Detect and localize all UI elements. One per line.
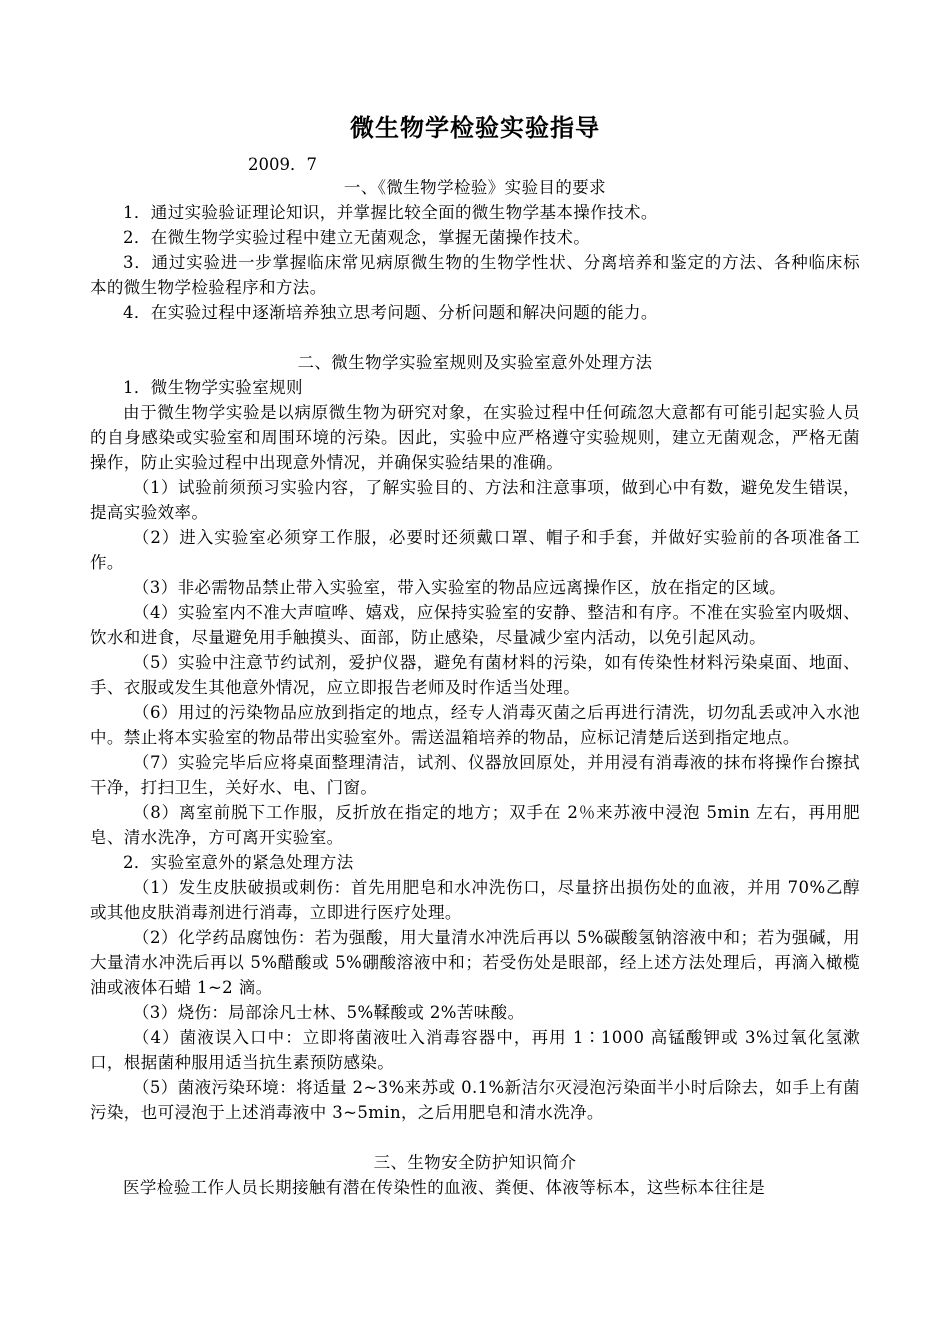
document-title: 微生物学检验实验指导 <box>350 114 600 142</box>
rule-item: （7）实验完毕后应将桌面整理清洁，试剂、仪器放回原处，并用浸有消毒液的抹布将操作台擦拭干净，打扫卫生，关好水、电、门窗。 <box>90 753 860 797</box>
rule-item: （1）试验前须预习实验内容，了解实验目的、方法和注意事项，做到心中有数，避免发生错误，提高实验效率。 <box>90 478 860 522</box>
objective-item: 2．在微生物学实验过程中建立无菌观念，掌握无菌操作技术。 <box>123 228 591 247</box>
rule-item: （3）非必需物品禁止带入实验室，带入实验室的物品应远离操作区，放在指定的区域。 <box>132 578 786 597</box>
rule-item: （2）进入实验室必须穿工作服，必要时还须戴口罩、帽子和手套，并做好实验前的各项准备工作。 <box>90 528 860 572</box>
subsection-heading: 1．微生物学实验室规则 <box>123 378 303 397</box>
rule-item: （6）用过的污染物品应放到指定的地点，经专人消毒灭菌之后再进行清洗，切勿乱丢或冲入水池中。禁止将本实验室的物品带出实验室外。需送温箱培养的物品，应标记清楚后送到指定地点。 <box>90 703 860 747</box>
section-heading-1: 一、《微生物学检验》实验目的要求 <box>343 178 607 197</box>
objective-item: 3．通过实验进一步掌握临床常见病原微生物的生物学性状、分离培养和鉴定的方法、各种临床标本的微生物学检验程序和方法。 <box>90 253 860 297</box>
document-body <box>90 175 860 1200</box>
emergency-item: （4）菌液误入口中：立即将菌液吐入消毒容器中，再用 1∶1000 高锰酸钾或 3%过氧化氢漱口，根据菌种服用适当抗生素预防感染。 <box>90 1028 860 1072</box>
emergency-item: （1）发生皮肤破损或刺伤：首先用肥皂和水冲洗伤口，尽量挤出损伤处的血液，并用 70%乙醇或其他皮肤消毒剂进行消毒，立即进行医疗处理。 <box>90 878 860 922</box>
section-heading-2: 二、微生物学实验室规则及实验室意外处理方法 <box>297 353 653 372</box>
objective-item: 1．通过实验验证理论知识，并掌握比较全面的微生物学基本操作技术。 <box>123 203 658 222</box>
section-heading-3: 三、生物安全防护知识简介 <box>373 1153 577 1172</box>
emergency-item: （3）烧伤：局部涂凡士林、5%鞣酸或 2%苦味酸。 <box>132 1003 525 1022</box>
rule-item: （8）离室前脱下工作服，反折放在指定的地方；双手在 2％来苏液中浸泡 5min 左右，再用肥皂、清水洗净，方可离开实验室。 <box>90 803 860 847</box>
rule-item: （5）实验中注意节约试剂，爱护仪器，避免有菌材料的污染，如有传染性材料污染桌面、地面、手、衣服或发生其他意外情况，应立即报告老师及时作适当处理。 <box>90 653 860 697</box>
emergency-item: （2）化学药品腐蚀伤：若为强酸，用大量清水冲洗后再以 5%碳酸氢钠溶液中和；若为强碱，用大量清水冲洗后再以 5%醋酸或 5%硼酸溶液中和；若受伤处是眼部，经上述方法处理后，再滴入橄榄油或液体石蜡 1~2 滴。 <box>90 928 860 997</box>
subsection-heading: 2．实验室意外的紧急处理方法 <box>123 853 354 872</box>
emergency-item: （5）菌液污染环境：将适量 2~3%来苏或 0.1%新洁尔灭浸泡污染面半小时后除去，如手上有菌污染，也可浸泡于上述消毒液中 3~5min，之后用肥皂和清水洗净。 <box>90 1078 860 1122</box>
rule-item: （4）实验室内不准大声喧哗、嬉戏，应保持实验室的安静、整洁和有序。不准在实验室内吸烟、饮水和进食，尽量避免用手触摸头、面部，防止感染，尽量减少室内活动，以免引起风动。 <box>90 603 860 647</box>
paragraph-gap <box>90 325 860 350</box>
paragraph-gap <box>90 1125 860 1150</box>
document-date: 2009．7 <box>248 155 317 174</box>
rules-intro: 由于微生物学实验是以病原微生物为研究对象，在实验过程中任何疏忽大意都有可能引起实验人员的自身感染或实验室和周围环境的污染。因此，实验中应严格遵守实验规则，建立无菌观念，严格无菌操作，防止实验过程中出现意外情况，并确保实验结果的准确。 <box>90 403 860 472</box>
biosafety-intro: 医学检验工作人员长期接触有潜在传染性的血液、粪便、体液等标本，这些标本往往是 <box>123 1178 766 1197</box>
objective-item: 4．在实验过程中逐渐培养独立思考问题、分析问题和解决问题的能力。 <box>123 303 658 322</box>
